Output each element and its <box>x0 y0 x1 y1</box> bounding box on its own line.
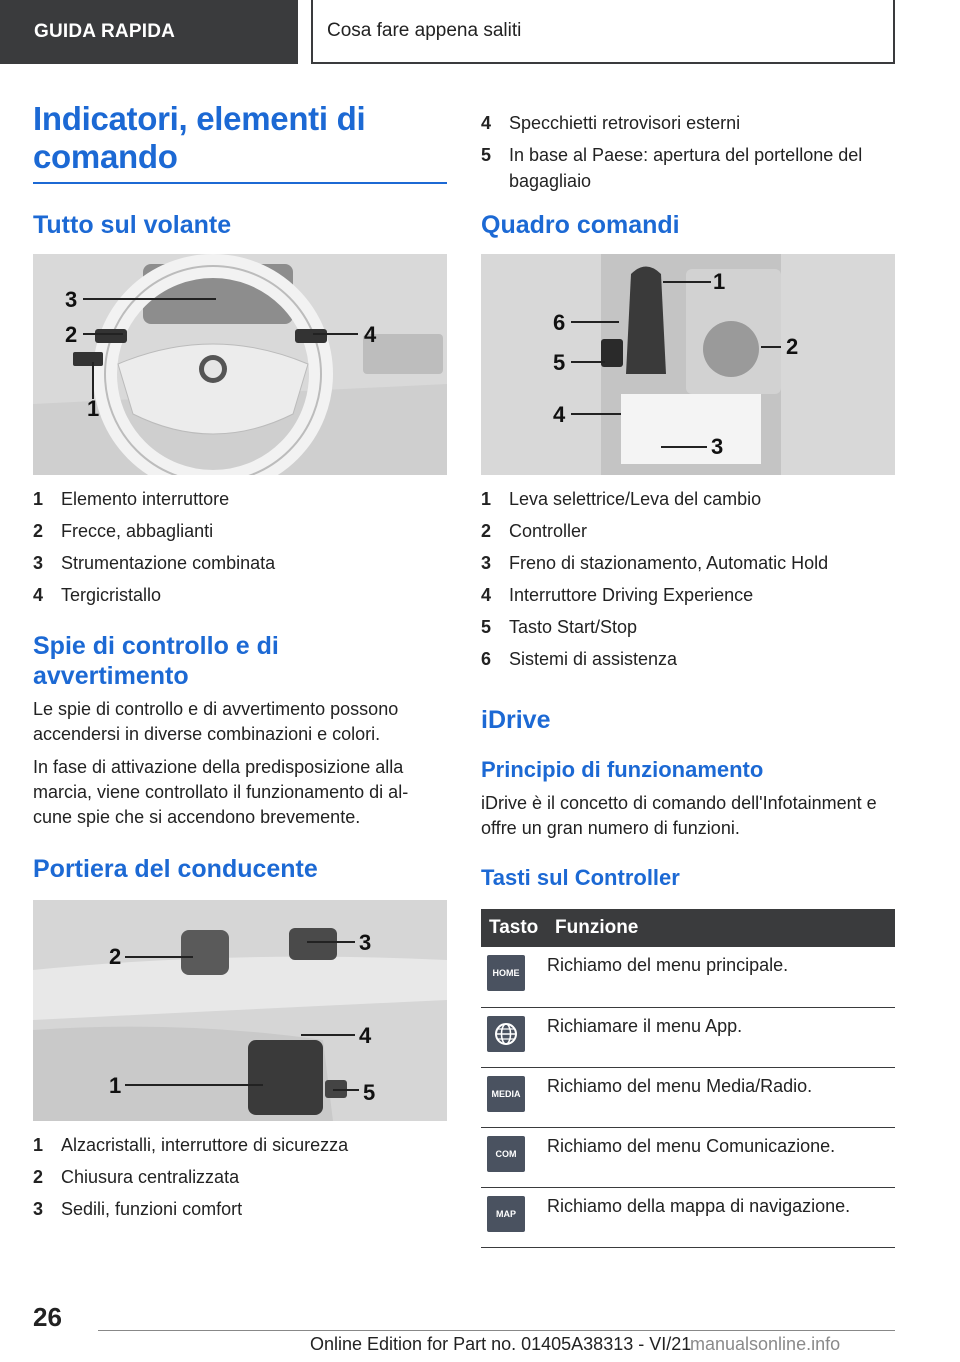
door-callout-5: 5 <box>363 1080 376 1105</box>
media-key-icon: MEDIA <box>487 1076 525 1112</box>
steering-wheel-figure <box>33 254 447 475</box>
home-key-icon: HOME <box>487 955 525 991</box>
warnings-heading: Spie di controllo e di avvertimento <box>33 632 279 690</box>
key-function: Richiamo del menu Comunicazione. <box>547 1127 895 1187</box>
steering-wheel-illustration <box>33 254 447 475</box>
footer-rule <box>98 1330 895 1331</box>
list-item: 3 Strumentazione combinata <box>33 553 276 573</box>
steering-callout-4: 4 <box>364 322 377 347</box>
page-number: 26 <box>33 1302 62 1332</box>
left-column <box>33 100 447 1225</box>
driver-door-illustration <box>33 900 447 1121</box>
section-tab: GUIDA RAPIDA <box>0 0 298 64</box>
table-row <box>481 1127 895 1187</box>
key-function: Richiamo del menu Media/Radio. <box>547 1067 895 1127</box>
page-title: Indicatori, elementi di comando <box>33 100 366 175</box>
watermark: manualsonline.info <box>690 1334 841 1354</box>
door-list-continued <box>481 110 895 194</box>
list-item: 2 Chiusura centralizzata <box>33 1167 240 1187</box>
driver-door-figure <box>33 900 447 1121</box>
console-callout-4: 4 <box>553 402 566 427</box>
controller-keys-table <box>481 909 895 1248</box>
keys-heading: Tasti sul Controller <box>481 865 680 890</box>
list-item: 2 Frecce, abbaglianti <box>33 521 214 541</box>
column-header-function: Funzione <box>547 909 895 947</box>
key-function: Richiamo del menu principale. <box>547 947 895 1007</box>
console-callout-6: 6 <box>553 310 566 335</box>
app-globe-icon <box>487 1016 525 1052</box>
list-item: 5 In base al Paese: apertura del portellone del bagagliaio <box>481 145 863 191</box>
table-row <box>481 1007 895 1067</box>
list-item: 4 Interruttore Driving Experience <box>481 585 754 605</box>
console-list <box>481 483 895 675</box>
console-callout-2: 2 <box>786 334 799 359</box>
chapter-title: Cosa fare appena saliti <box>311 0 895 64</box>
steering-heading: Tutto sul volante <box>33 211 232 239</box>
title-rule <box>33 182 447 184</box>
key-function: Richiamare il menu App. <box>547 1007 895 1067</box>
steering-callout-3: 3 <box>65 287 78 312</box>
console-callout-3: 3 <box>711 434 724 459</box>
door-list <box>33 1129 447 1225</box>
idrive-heading: iDrive <box>481 706 551 734</box>
idrive-paragraph: iDrive è il concetto di comando dell'Infotainment e offre un gran numero di funzioni. <box>481 793 877 838</box>
idrive-subheading: Principio di funzionamento <box>481 757 764 782</box>
center-console-illustration <box>481 254 895 475</box>
list-item: 1 Alzacristalli, interruttore di sicurezza <box>33 1135 349 1155</box>
list-item: 3 Freno di stazionamento, Automatic Hold <box>481 553 829 573</box>
console-callout-1: 1 <box>713 269 726 294</box>
steering-callout-2: 2 <box>65 322 78 347</box>
key-function: Richiamo della mappa di navigazione. <box>547 1187 895 1247</box>
door-callout-2: 2 <box>109 944 122 969</box>
console-heading: Quadro comandi <box>481 211 680 239</box>
table-row <box>481 1187 895 1247</box>
door-callout-1: 1 <box>109 1073 122 1098</box>
list-item: 6 Sistemi di assistenza <box>481 649 678 669</box>
list-item: 1 Leva selettrice/Leva del cambio <box>481 489 762 509</box>
list-item: 2 Controller <box>481 521 588 541</box>
steering-callout-1: 1 <box>87 396 100 421</box>
list-item: 4 Tergicristallo <box>33 585 162 605</box>
door-callout-4: 4 <box>359 1023 372 1048</box>
steering-list <box>33 483 447 611</box>
center-console-figure <box>481 254 895 475</box>
com-key-icon: COM <box>487 1136 525 1172</box>
map-key-icon: MAP <box>487 1196 525 1232</box>
column-header-key: Tasto <box>481 909 547 947</box>
warnings-paragraph-1: Le spie di controllo e di avvertimento possono accendersi in diverse combinazioni e colori. <box>33 699 399 744</box>
page-header <box>0 0 960 66</box>
table-row <box>481 1067 895 1127</box>
table-header-row <box>481 909 895 947</box>
warnings-paragraph-2: In fase di attivazione della predisposizione alla marcia, viene controllato il funzionamento di al- cune spie che si accendono brevemente. <box>33 757 409 827</box>
list-item: 4 Specchietti retrovisori esterni <box>481 113 741 133</box>
list-item: 3 Sedili, funzioni comfort <box>33 1199 243 1219</box>
console-callout-5: 5 <box>553 350 566 375</box>
list-item: 1 Elemento interruttore <box>33 489 230 509</box>
door-callout-3: 3 <box>359 930 372 955</box>
table-row <box>481 947 895 1007</box>
right-column <box>481 110 895 1248</box>
list-item: 5 Tasto Start/Stop <box>481 617 638 637</box>
edition-text: Online Edition for Part no. 01405A38313 - VI/21 <box>310 1334 692 1354</box>
door-heading: Portiera del conducente <box>33 855 318 883</box>
